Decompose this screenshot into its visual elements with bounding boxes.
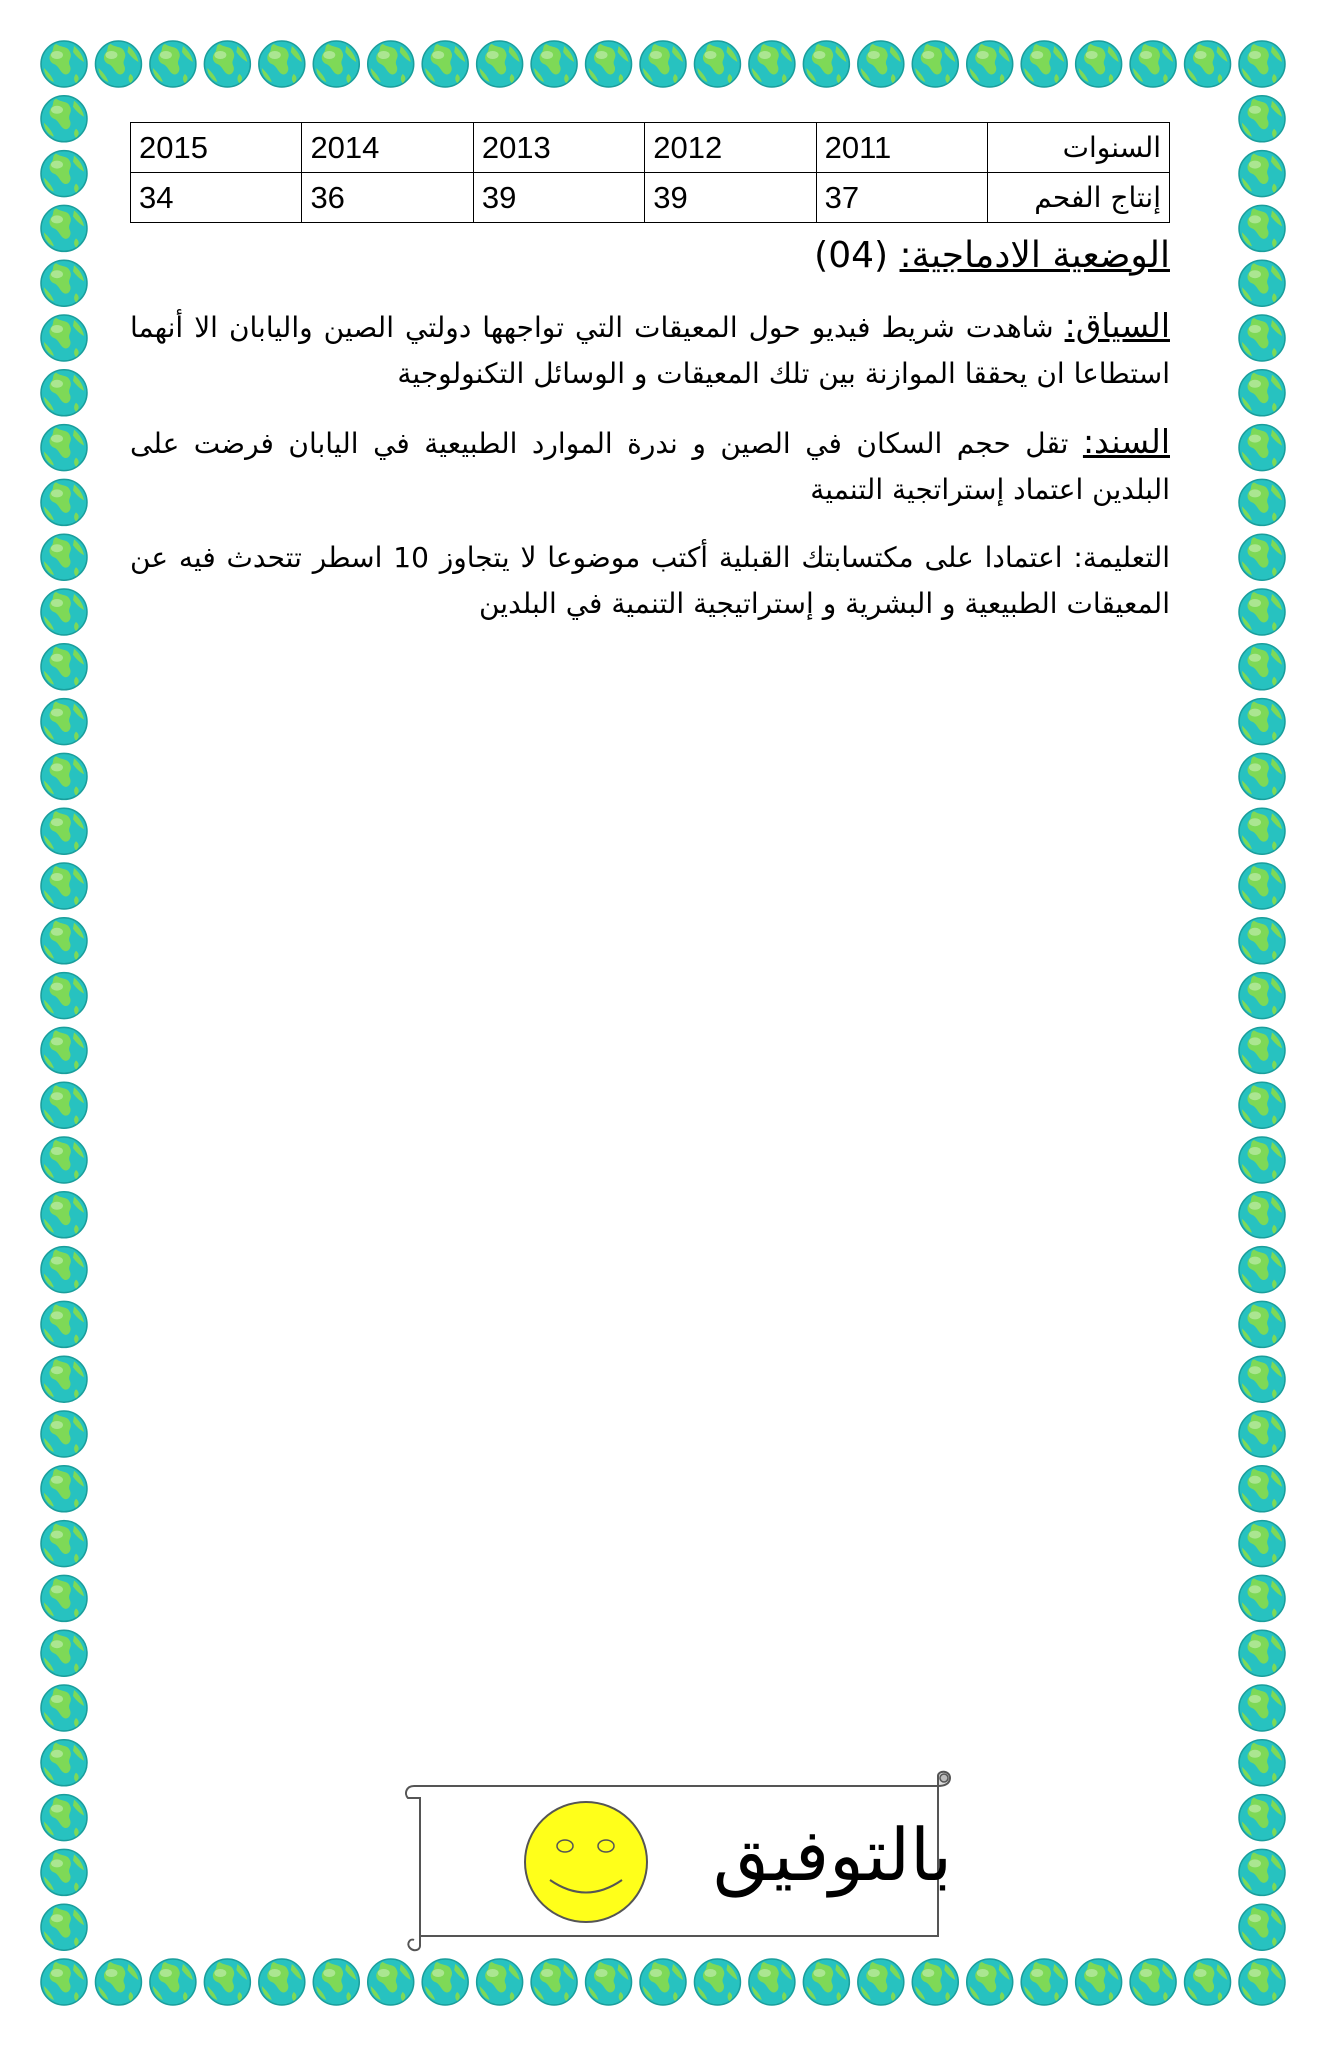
globe-icon — [204, 41, 250, 87]
context-paragraph — [130, 303, 1170, 397]
globe-icon — [967, 1959, 1013, 2005]
instruction-paragraph — [130, 535, 1170, 627]
globe-icon — [41, 425, 87, 471]
table-header-years: السنوات — [988, 123, 1170, 173]
globe-icon — [41, 41, 87, 87]
globe-icon — [1239, 1301, 1285, 1347]
coal-production-table — [130, 122, 1170, 223]
globe-icon — [640, 41, 686, 87]
globe-icon — [1239, 1740, 1285, 1786]
globe-icon — [1239, 1192, 1285, 1238]
globe-icon — [694, 1959, 740, 2005]
globe-icon — [803, 41, 849, 87]
globe-icon — [1239, 808, 1285, 854]
globe-icon — [41, 1247, 87, 1293]
globe-icon — [41, 699, 87, 745]
globe-icon — [41, 644, 87, 690]
globe-icon — [41, 205, 87, 251]
table-cell-value: 36 — [302, 173, 473, 223]
globe-icon — [41, 973, 87, 1019]
globe-icon — [1239, 370, 1285, 416]
globe-icon — [150, 1959, 196, 2005]
globe-icon — [41, 1575, 87, 1621]
globe-icon — [422, 1959, 468, 2005]
globe-icon — [912, 41, 958, 87]
globe-icon — [1239, 589, 1285, 635]
globe-icon — [41, 1630, 87, 1676]
globe-icon — [749, 1959, 795, 2005]
table-row-years — [131, 123, 1170, 173]
globe-icon — [41, 1959, 87, 2005]
globe-icon — [41, 534, 87, 580]
globe-icon — [41, 1795, 87, 1841]
globe-icon — [586, 1959, 632, 2005]
section-title — [130, 231, 1170, 281]
table-cell-year: 2012 — [645, 123, 816, 173]
globe-icon — [858, 1959, 904, 2005]
globe-icon — [1239, 863, 1285, 909]
globe-icon — [1239, 1795, 1285, 1841]
globe-icon — [41, 1301, 87, 1347]
globe-icon — [1239, 1356, 1285, 1402]
globe-icon — [1239, 1082, 1285, 1128]
globe-icon — [1239, 96, 1285, 142]
table-cell-year: 2011 — [816, 123, 987, 173]
support-text: تقل حجم السكان في الصين و ندرة الموارد الطبيعية في اليابان فرضت على البلدين اعتماد إستراتجية التنمية — [130, 427, 1170, 506]
globe-icon — [41, 1082, 87, 1128]
globe-icon — [41, 1849, 87, 1895]
globe-icon — [1239, 1521, 1285, 1567]
section-score: (04) — [814, 235, 889, 276]
instruction-label: التعليمة: — [1073, 541, 1171, 574]
globe-icon — [694, 41, 740, 87]
globe-icon — [531, 41, 577, 87]
globe-icon — [1239, 1137, 1285, 1183]
globe-icon — [1239, 753, 1285, 799]
smiley-face-icon — [525, 1802, 647, 1922]
globe-icon — [1076, 1959, 1122, 2005]
globe-icon — [531, 1959, 577, 2005]
globe-icon — [1239, 1027, 1285, 1073]
globe-icon — [41, 1027, 87, 1073]
globe-icon — [803, 1959, 849, 2005]
globe-icon — [640, 1959, 686, 2005]
globe-icon — [41, 96, 87, 142]
globe-icon — [41, 151, 87, 197]
globe-icon — [858, 41, 904, 87]
globe-icon — [41, 1192, 87, 1238]
globe-icon — [422, 41, 468, 87]
globe-icon — [95, 41, 141, 87]
globe-icon — [1239, 1849, 1285, 1895]
globe-icon — [313, 1959, 359, 2005]
globe-icon — [1239, 1411, 1285, 1457]
globe-icon — [477, 1959, 523, 2005]
globe-icon — [41, 260, 87, 306]
globe-icon — [259, 41, 305, 87]
table-cell-value: 37 — [816, 173, 987, 223]
globe-icon — [912, 1959, 958, 2005]
globe-icon — [368, 41, 414, 87]
table-cell-year: 2013 — [473, 123, 644, 173]
globe-icon — [204, 1959, 250, 2005]
globe-icon — [1130, 41, 1176, 87]
good-luck-text: بالتوفيق — [712, 1813, 952, 1897]
globe-icon — [967, 41, 1013, 87]
globe-icon — [41, 1740, 87, 1786]
globe-icon — [1239, 1959, 1285, 2005]
globe-icon — [41, 1411, 87, 1457]
globe-icon — [41, 1521, 87, 1567]
globe-icon — [41, 1466, 87, 1512]
globe-icon — [259, 1959, 305, 2005]
globe-icon — [1239, 205, 1285, 251]
globe-icon — [1239, 534, 1285, 580]
globe-icon — [1239, 1630, 1285, 1676]
context-label: السياق: — [1064, 306, 1170, 345]
globe-icon — [1021, 1959, 1067, 2005]
globe-icon — [1076, 41, 1122, 87]
globe-icon — [1239, 644, 1285, 690]
globe-icon — [41, 808, 87, 854]
globe-icon — [1185, 41, 1231, 87]
table-cell-value: 39 — [645, 173, 816, 223]
globe-icon — [41, 589, 87, 635]
globe-icon — [150, 41, 196, 87]
table-header-production: إنتاج الفحم — [988, 173, 1170, 223]
support-label: السند: — [1082, 422, 1170, 461]
globe-icon — [41, 753, 87, 799]
globe-icon — [95, 1959, 141, 2005]
globe-icon — [1239, 425, 1285, 471]
table-cell-year: 2015 — [131, 123, 302, 173]
globe-icon — [1239, 151, 1285, 197]
globe-icon — [41, 1904, 87, 1950]
globe-icon — [41, 863, 87, 909]
globe-icon — [41, 1137, 87, 1183]
globe-icon — [1239, 973, 1285, 1019]
globe-icon — [41, 1685, 87, 1731]
globe-icon — [1239, 1904, 1285, 1950]
globe-icon — [749, 41, 795, 87]
table-cell-year: 2014 — [302, 123, 473, 173]
section-title-label: الوضعية الادماجية: — [899, 235, 1170, 276]
globe-icon — [1239, 1247, 1285, 1293]
globe-icon — [586, 41, 632, 87]
globe-icon — [1239, 699, 1285, 745]
globe-icon — [41, 315, 87, 361]
table-row-production — [131, 173, 1170, 223]
globe-icon — [1239, 918, 1285, 964]
context-text: شاهدت شريط فيديو حول المعيقات التي تواجهها دولتي الصين واليابان الا أنهما استطاعا ان يحققا الموازنة بين تلك المعيقات و الوسائل التكنولوجية — [130, 311, 1170, 390]
globe-icon — [1021, 41, 1067, 87]
globe-icon — [477, 41, 523, 87]
globe-icon — [41, 370, 87, 416]
globe-icon — [368, 1959, 414, 2005]
globe-icon — [1239, 41, 1285, 87]
globe-icon — [1130, 1959, 1176, 2005]
globe-icon — [1239, 260, 1285, 306]
globe-icon — [1239, 1466, 1285, 1512]
globe-icon — [41, 918, 87, 964]
globe-icon — [313, 41, 359, 87]
globe-icon — [1239, 1685, 1285, 1731]
table-cell-value: 34 — [131, 173, 302, 223]
globe-icon — [41, 479, 87, 525]
globe-icon — [1239, 479, 1285, 525]
instruction-text: اعتمادا على مكتسابتك القبلية أكتب موضوعا لا يتجاوز 10 اسطر تتحدث فيه عن المعيقات الطبيعية و البشرية و إستراتيجية التنمية في البلدين — [130, 541, 1170, 620]
table-cell-value: 39 — [473, 173, 644, 223]
globe-icon — [1239, 1575, 1285, 1621]
globe-icon — [1185, 1959, 1231, 2005]
globe-icon — [41, 1356, 87, 1402]
worksheet-content — [130, 122, 1170, 627]
globe-icon — [1239, 315, 1285, 361]
support-paragraph — [130, 419, 1170, 513]
